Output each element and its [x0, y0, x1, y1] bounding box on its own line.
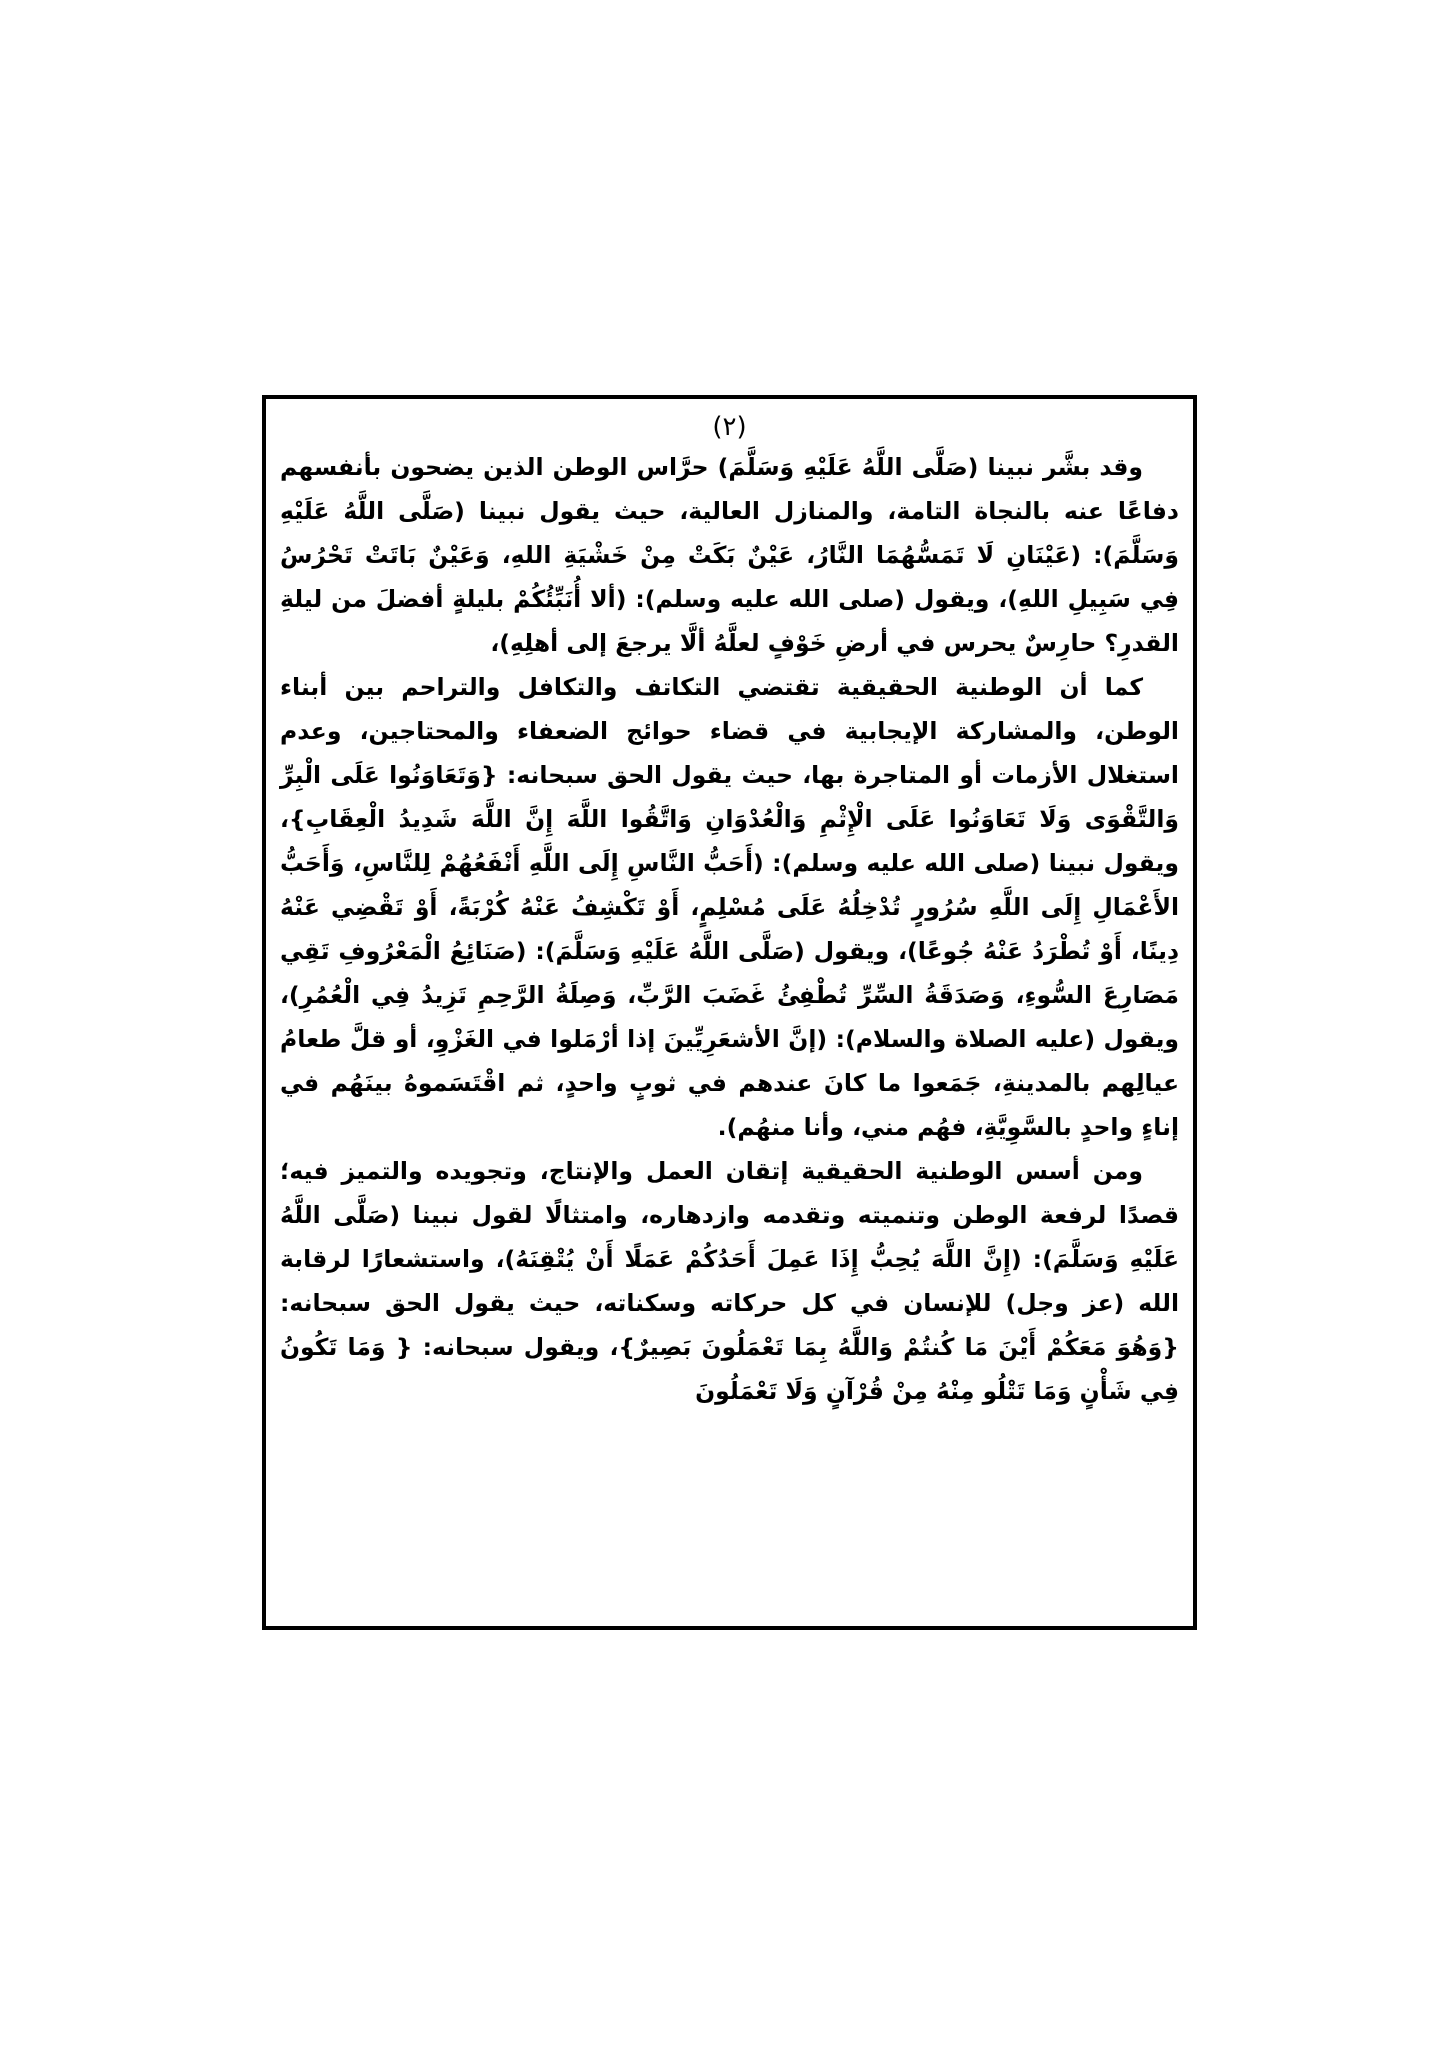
page-number: (٢) — [712, 412, 747, 442]
paragraph-work-mastery: ومن أسس الوطنية الحقيقية إتقان العمل والإنتاج، وتجويده والتميز فيه؛ قصدًا لرفعة الوطن وتنميته وتقدمه وازدهاره، وامتثالًا لقول نبينا (صَلَّى اللَّهُ عَلَيْهِ وَسَلَّمَ): (إِنَّ اللَّهَ يُحِبُّ إِذَا عَمِلَ أَحَدُكُمْ عَمَلًا أَنْ يُتْقِنَهُ)، واستشعارًا لرقابة الله (عز وجل) للإنسان في كل حركاته وسكناته، حيث يقول الحق سبحانه: {وَهُوَ مَعَكُمْ أَيْنَ مَا كُنتُمْ وَاللَّهُ بِمَا تَعْمَلُونَ بَصِيرٌ}، ويقول سبحانه: { وَمَا تَكُونُ فِي شَأْنٍ وَمَا تَتْلُو مِنْهُ مِنْ قُرْآنٍ وَلَا تَعْمَلُونَ — [280, 1157, 1179, 1405]
page-frame — [262, 395, 1197, 1630]
paragraph-solidarity: كما أن الوطنية الحقيقية تقتضي التكاتف والتكافل والتراحم بين أبناء الوطن، والمشاركة الإيجابية في قضاء حوائج الضعفاء والمحتاجين، وعدم استغلال الأزمات أو المتاجرة بها، حيث يقول الحق سبحانه: {وَتَعَاوَنُوا عَلَى الْبِرِّ وَالتَّقْوَى وَلَا تَعَاوَنُوا عَلَى الْإِثْمِ وَالْعُدْوَانِ وَاتَّقُوا اللَّهَ إِنَّ اللَّهَ شَدِيدُ الْعِقَابِ}، ويقول نبينا (صلى الله عليه وسلم): (أَحَبُّ النَّاسِ إِلَى اللَّهِ أَنْفَعُهُمْ لِلنَّاسِ، وَأَحَبُّ الأَعْمَالِ إِلَى اللَّهِ سُرُورٍ تُدْخِلُهُ عَلَى مُسْلِمٍ، أَوْ تَكْشِفُ عَنْهُ كُرْبَةً، أَوْ تَقْضِي عَنْهُ دِينًا، أَوْ تُطْرَدُ عَنْهُ جُوعًا)، ويقول (صَلَّى اللَّهُ عَلَيْهِ وَسَلَّمَ): (صَنَائِعُ الْمَعْرُوفِ تَقِي مَصَارِعَ السُّوءِ، وَصَدَقَةُ السِّرِّ تُطْفِئُ غَضَبَ الرَّبِّ، وَصِلَةُ الرَّحِمِ تَزِيدُ فِي الْعُمُرِ)، ويقول (عليه الصلاة والسلام): (إنَّ الأشعَرِيِّينَ إذا أرْمَلوا في الغَزْوِ، أو قلَّ طعامُ عيالِهم بالمدينةِ، جَمَعوا ما كانَ عندهم في ثوبٍ واحدٍ، ثم اقْتَسَموهُ بينَهُم في إناءٍ واحدٍ بالسَّوِيَّةِ، فهُم مني، وأنا منهُم). — [280, 673, 1179, 1141]
paragraph-guardians: وقد بشَّر نبينا (صَلَّى اللَّهُ عَلَيْهِ وَسَلَّمَ) حرَّاس الوطن الذين يضحون بأنفسهم دفاعًا عنه بالنجاة التامة، والمنازل العالية، حيث يقول نبينا (صَلَّى اللَّهُ عَلَيْهِ وَسَلَّمَ): (عَيْنَانِ لَا تَمَسُّهُمَا النَّارُ، عَيْنٌ بَكَتْ مِنْ خَشْيَةِ اللهِ، وَعَيْنٌ بَاتَتْ تَحْرُسُ فِي سَبِيلِ اللهِ)، ويقول (صلى الله عليه وسلم): (ألا أُنَبِّئُكُمْ بليلةٍ أفضلَ من ليلةِ القدرِ؟ حارِسٌ يحرس في أرضِ خَوْفٍ لعلَّهُ ألَّا يرجعَ إلى أهلِهِ)، — [280, 453, 1179, 657]
body-text — [280, 445, 1179, 1413]
